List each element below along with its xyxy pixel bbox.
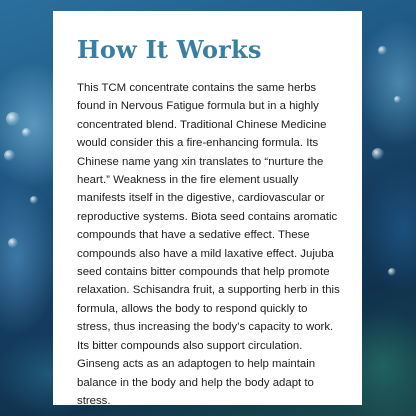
water-droplet [394, 96, 401, 103]
water-droplet [4, 150, 15, 161]
card-title: How It Works [77, 35, 262, 64]
water-droplet [388, 268, 396, 276]
water-droplet [6, 112, 20, 126]
card-body-text: This TCM concentrate contains the same herbs found in Nervous Fatigue formula but in a highly concentrated blend. Traditional Chinese Medicine would consider this a fire-enhancing formula. Its Chinese name yang xin translates to “nurture the heart.” Weakness in the fire element usually manifests itself in the digestive, cardiovascular or reproductive systems. Biota seed contains aromatic compounds that have a sedative effect. These compounds also have a mild laxative effect. Jujuba seed contains bitter compounds that help promote relaxation. Schisandra fruit, a supporting herb in this formula, allows the body to respond quickly to stress, thus increasing the body’s capacity to work. Its bitter compounds also support circulation. Ginseng acts as an adaptogen to help maintain balance in the body and help the body adapt to stress. [77, 82, 340, 407]
info-card [53, 11, 362, 405]
water-droplet [372, 148, 384, 160]
water-droplet [8, 238, 18, 248]
water-droplet [378, 46, 387, 55]
water-droplet [30, 196, 38, 204]
water-droplet [22, 128, 31, 137]
